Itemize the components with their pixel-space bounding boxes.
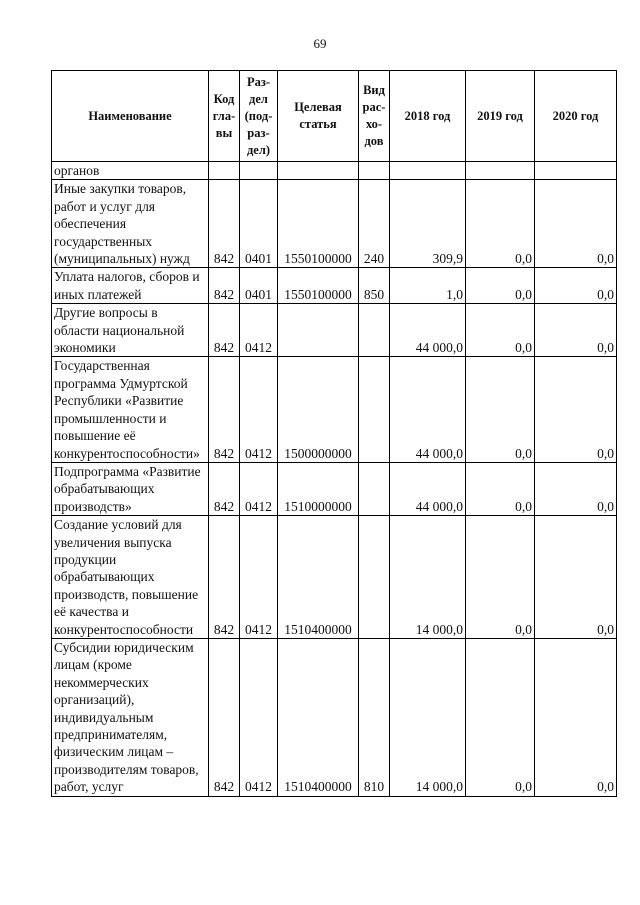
- row-article: 1510400000: [278, 516, 359, 639]
- row-article: 1500000000: [278, 357, 359, 462]
- row-expense-type: 850: [359, 268, 390, 304]
- row-amount-2019: 0,0: [466, 357, 535, 462]
- header-2019: 2019 год: [466, 71, 535, 162]
- row-expense-type: [359, 357, 390, 462]
- row-article: [278, 162, 359, 180]
- row-name: Создание условий для увеличения выпуска продукции обрабатывающих производств, повышение её качества и конкурентоспособности: [52, 516, 209, 639]
- row-article: 1550100000: [278, 180, 359, 268]
- row-chapter: 842: [209, 462, 240, 515]
- row-section: 0412: [240, 357, 278, 462]
- row-name: органов: [52, 162, 209, 180]
- header-2020: 2020 год: [535, 71, 617, 162]
- table-row: [52, 162, 617, 180]
- row-chapter: 842: [209, 357, 240, 462]
- header-2018: 2018 год: [390, 71, 466, 162]
- row-article: 1510400000: [278, 638, 359, 796]
- header-target-article: Целевая статья: [278, 71, 359, 162]
- row-expense-type: [359, 462, 390, 515]
- row-amount-2019: 0,0: [466, 180, 535, 268]
- row-section: 0412: [240, 462, 278, 515]
- row-chapter: [209, 162, 240, 180]
- row-name: Государственная программа Удмуртской Республики «Развитие промышленности и повышение её конкурентоспособности»: [52, 357, 209, 462]
- row-amount-2020: 0,0: [535, 304, 617, 357]
- header-chapter-code: Код гла- вы: [209, 71, 240, 162]
- row-amount-2018: [390, 162, 466, 180]
- row-amount-2020: 0,0: [535, 516, 617, 639]
- header-name: Наименование: [52, 71, 209, 162]
- table-row: [52, 638, 617, 796]
- row-amount-2018: 44 000,0: [390, 462, 466, 515]
- row-section: 0412: [240, 638, 278, 796]
- row-amount-2020: 0,0: [535, 638, 617, 796]
- table-row: [52, 516, 617, 639]
- row-amount-2019: 0,0: [466, 462, 535, 515]
- row-amount-2019: 0,0: [466, 268, 535, 304]
- row-name: Иные закупки товаров, работ и услуг для обеспечения государственных (муниципальных) нужд: [52, 180, 209, 268]
- row-article: 1510000000: [278, 462, 359, 515]
- row-section: [240, 162, 278, 180]
- row-section: 0401: [240, 180, 278, 268]
- table-row: [52, 304, 617, 357]
- row-expense-type: 810: [359, 638, 390, 796]
- row-expense-type: [359, 304, 390, 357]
- row-amount-2018: 14 000,0: [390, 638, 466, 796]
- row-amount-2020: 0,0: [535, 357, 617, 462]
- row-amount-2019: [466, 162, 535, 180]
- row-expense-type: [359, 516, 390, 639]
- row-amount-2019: 0,0: [466, 516, 535, 639]
- row-name: Субсидии юридическим лицам (кроме некоммерческих организаций), индивидуальным предпринимателям, физическим лицам – производителям товаров, работ, услуг: [52, 638, 209, 796]
- row-article: [278, 304, 359, 357]
- row-amount-2020: 0,0: [535, 268, 617, 304]
- budget-table: [51, 70, 617, 797]
- row-chapter: 842: [209, 516, 240, 639]
- row-amount-2018: 1,0: [390, 268, 466, 304]
- header-section: Раз- дел (под- раз- дел): [240, 71, 278, 162]
- table-row: [52, 462, 617, 515]
- page-number: 69: [313, 36, 327, 51]
- row-amount-2019: 0,0: [466, 638, 535, 796]
- row-amount-2020: 0,0: [535, 462, 617, 515]
- row-section: 0412: [240, 304, 278, 357]
- row-name: Другие вопросы в области национальной экономики: [52, 304, 209, 357]
- row-section: 0401: [240, 268, 278, 304]
- row-amount-2018: 44 000,0: [390, 304, 466, 357]
- row-amount-2020: [535, 162, 617, 180]
- row-expense-type: [359, 162, 390, 180]
- row-chapter: 842: [209, 268, 240, 304]
- row-expense-type: 240: [359, 180, 390, 268]
- row-name: Подпрограмма «Развитие обрабатывающих производств»: [52, 462, 209, 515]
- table-row: [52, 180, 617, 268]
- row-chapter: 842: [209, 180, 240, 268]
- row-chapter: 842: [209, 304, 240, 357]
- table-row: [52, 357, 617, 462]
- row-amount-2018: 14 000,0: [390, 516, 466, 639]
- row-amount-2018: 309,9: [390, 180, 466, 268]
- row-article: 1550100000: [278, 268, 359, 304]
- row-amount-2018: 44 000,0: [390, 357, 466, 462]
- row-name: Уплата налогов, сборов и иных платежей: [52, 268, 209, 304]
- row-amount-2019: 0,0: [466, 304, 535, 357]
- header-expense-type: Вид рас- хо- дов: [359, 71, 390, 162]
- table-header-row: [52, 71, 617, 162]
- row-section: 0412: [240, 516, 278, 639]
- row-chapter: 842: [209, 638, 240, 796]
- row-amount-2020: 0,0: [535, 180, 617, 268]
- table-row: [52, 268, 617, 304]
